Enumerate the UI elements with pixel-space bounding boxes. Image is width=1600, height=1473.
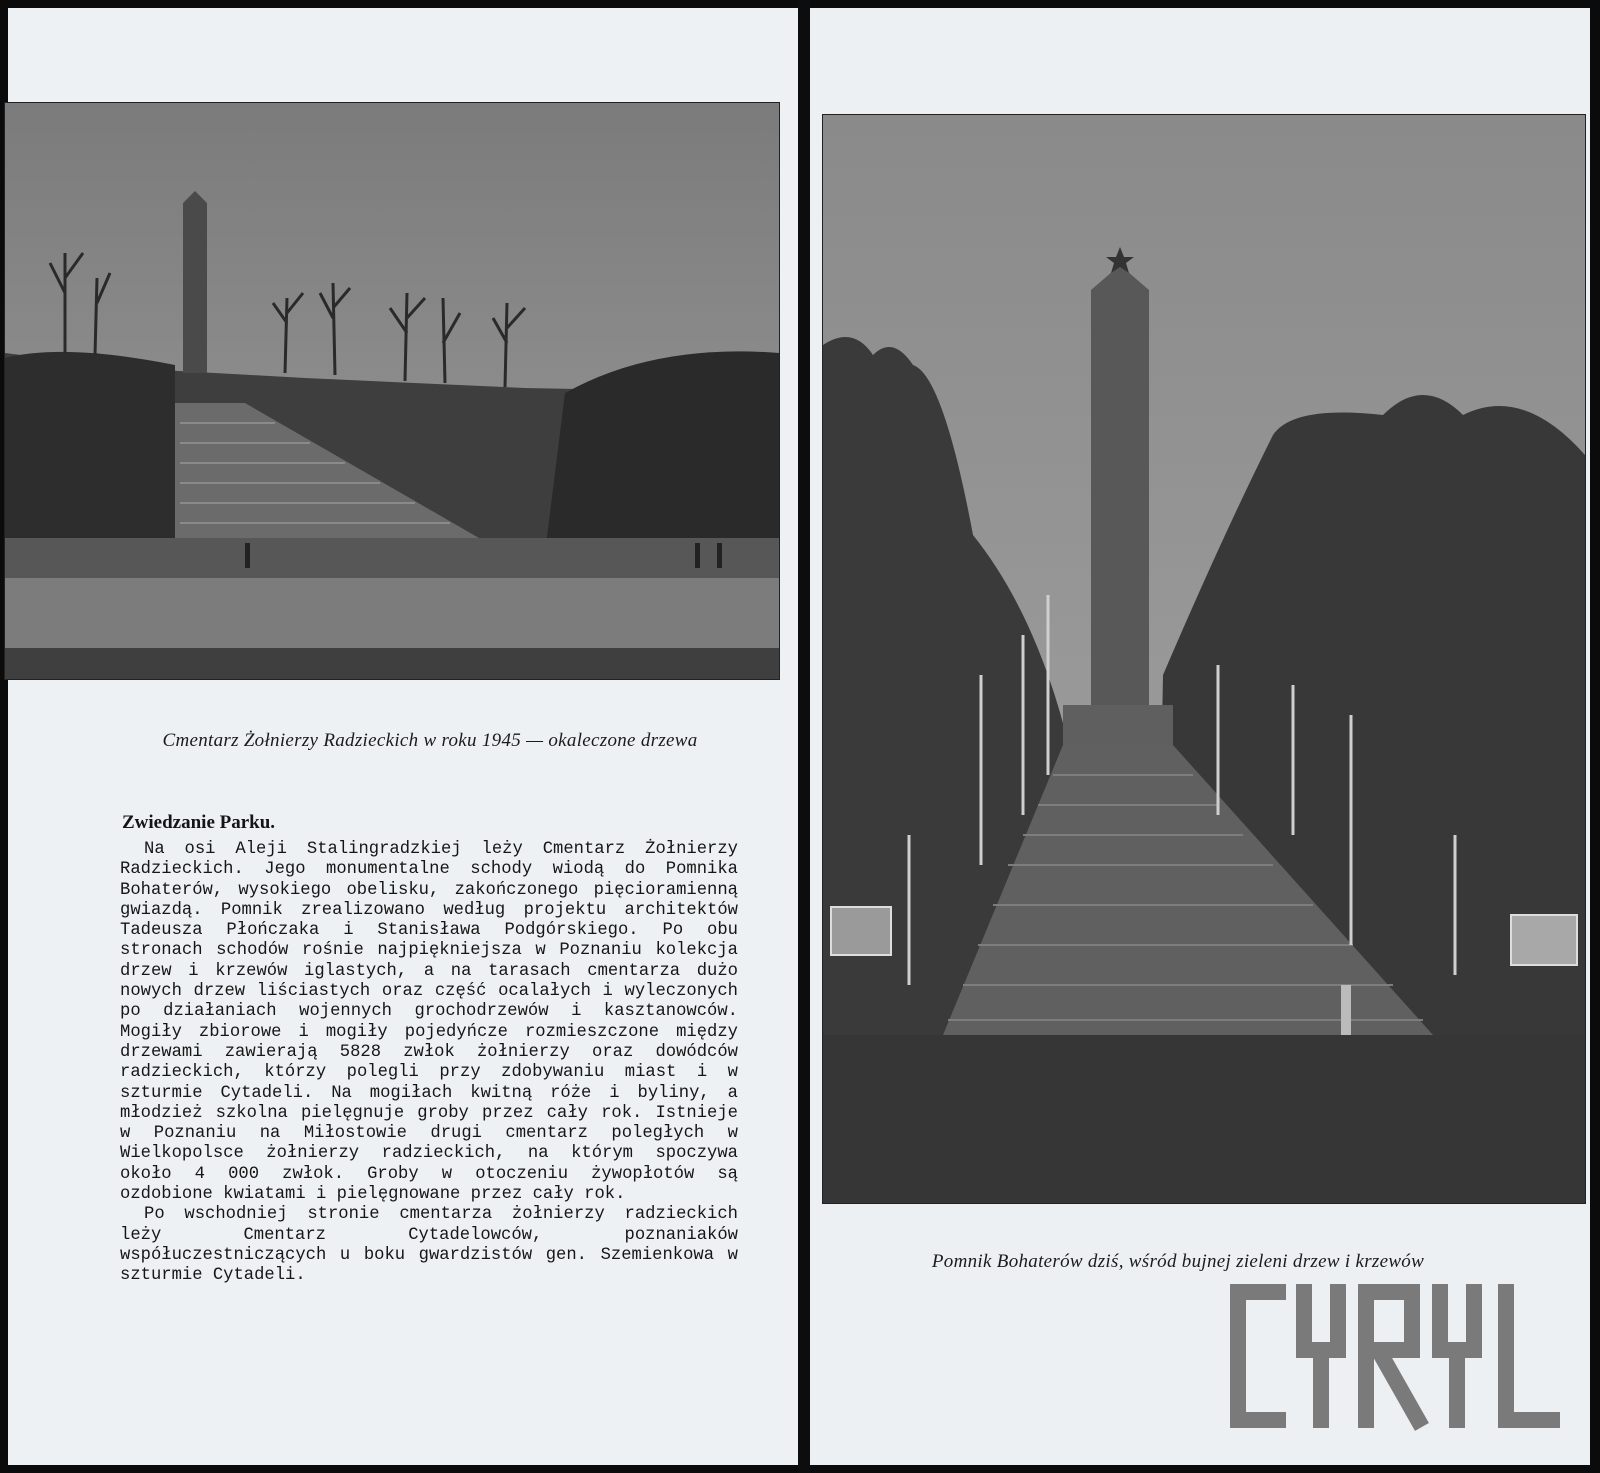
paragraph: Na osi Aleji Stalingradzkiej leży Cmentarz Żołnierzy Radzieckich. Jego monumentalne schody wiodą do Pomnika Bohaterów, wysokiego obelisku, zakończonego pięcioramienną gwiazdą. Pomnik zrealizowano według projektu architektów Tadeusza Płończaka i Stanisława Podgórskiego. Po obu stronach schodów rośnie najpiękniejsza w Poznaniu kolekcja drzew i krzewów iglastych, a na tarasach cmentarza dużo nowych drzew liściastych oraz część ocalałych i wyleczonych po działaniach wojennych grochodrzewów i kasztanowców. Mogiły zbiorowe i mogiły pojedyńcze rozmieszczone między drzewami zawierają 5828 zwłok żołnierzy oraz dowódców radzieckich, którzy polegli przy zdobywaniu miast i w szturmie Cytadeli. Na mogiłach kwitną róże i byliny, a młodzież szkolna pielęgnuje groby przez cały rok. Istnieje w Poznaniu na Miłostowie drugi cmentarz poległych w Wielkopolsce żołnierzy radzieckich, na którym spoczywa około 4 000 zwłok. Groby w otoczeniu żywopłotów są ozdobione kwiatami i pielęgnowane przez cały rok. <box>120 840 738 1205</box>
section-title: Zwiedzanie Parku. <box>122 812 276 833</box>
book-gutter <box>798 0 810 1473</box>
body-text <box>120 840 738 1287</box>
cyryl-watermark-logo <box>1226 1280 1562 1432</box>
right-photo-caption: Pomnik Bohaterów dziś, wśród bujnej zieleni drzew i krzewów <box>931 1251 1425 1272</box>
paragraph: Po wschodniej stronie cmentarza żołnierzy radzieckich leży Cmentarz Cytadelowców, poznaniaków współuczestniczących u boku gwardzistów gen. Szemienkowa w szturmie Cytadeli. <box>120 1205 738 1286</box>
monument-today-photo <box>822 114 1586 1204</box>
left-photo-caption: Cmentarz Żołnierzy Radzieckich w roku 1945 — okaleczone drzewa <box>162 730 698 751</box>
cemetery-1945-photo <box>4 102 780 680</box>
